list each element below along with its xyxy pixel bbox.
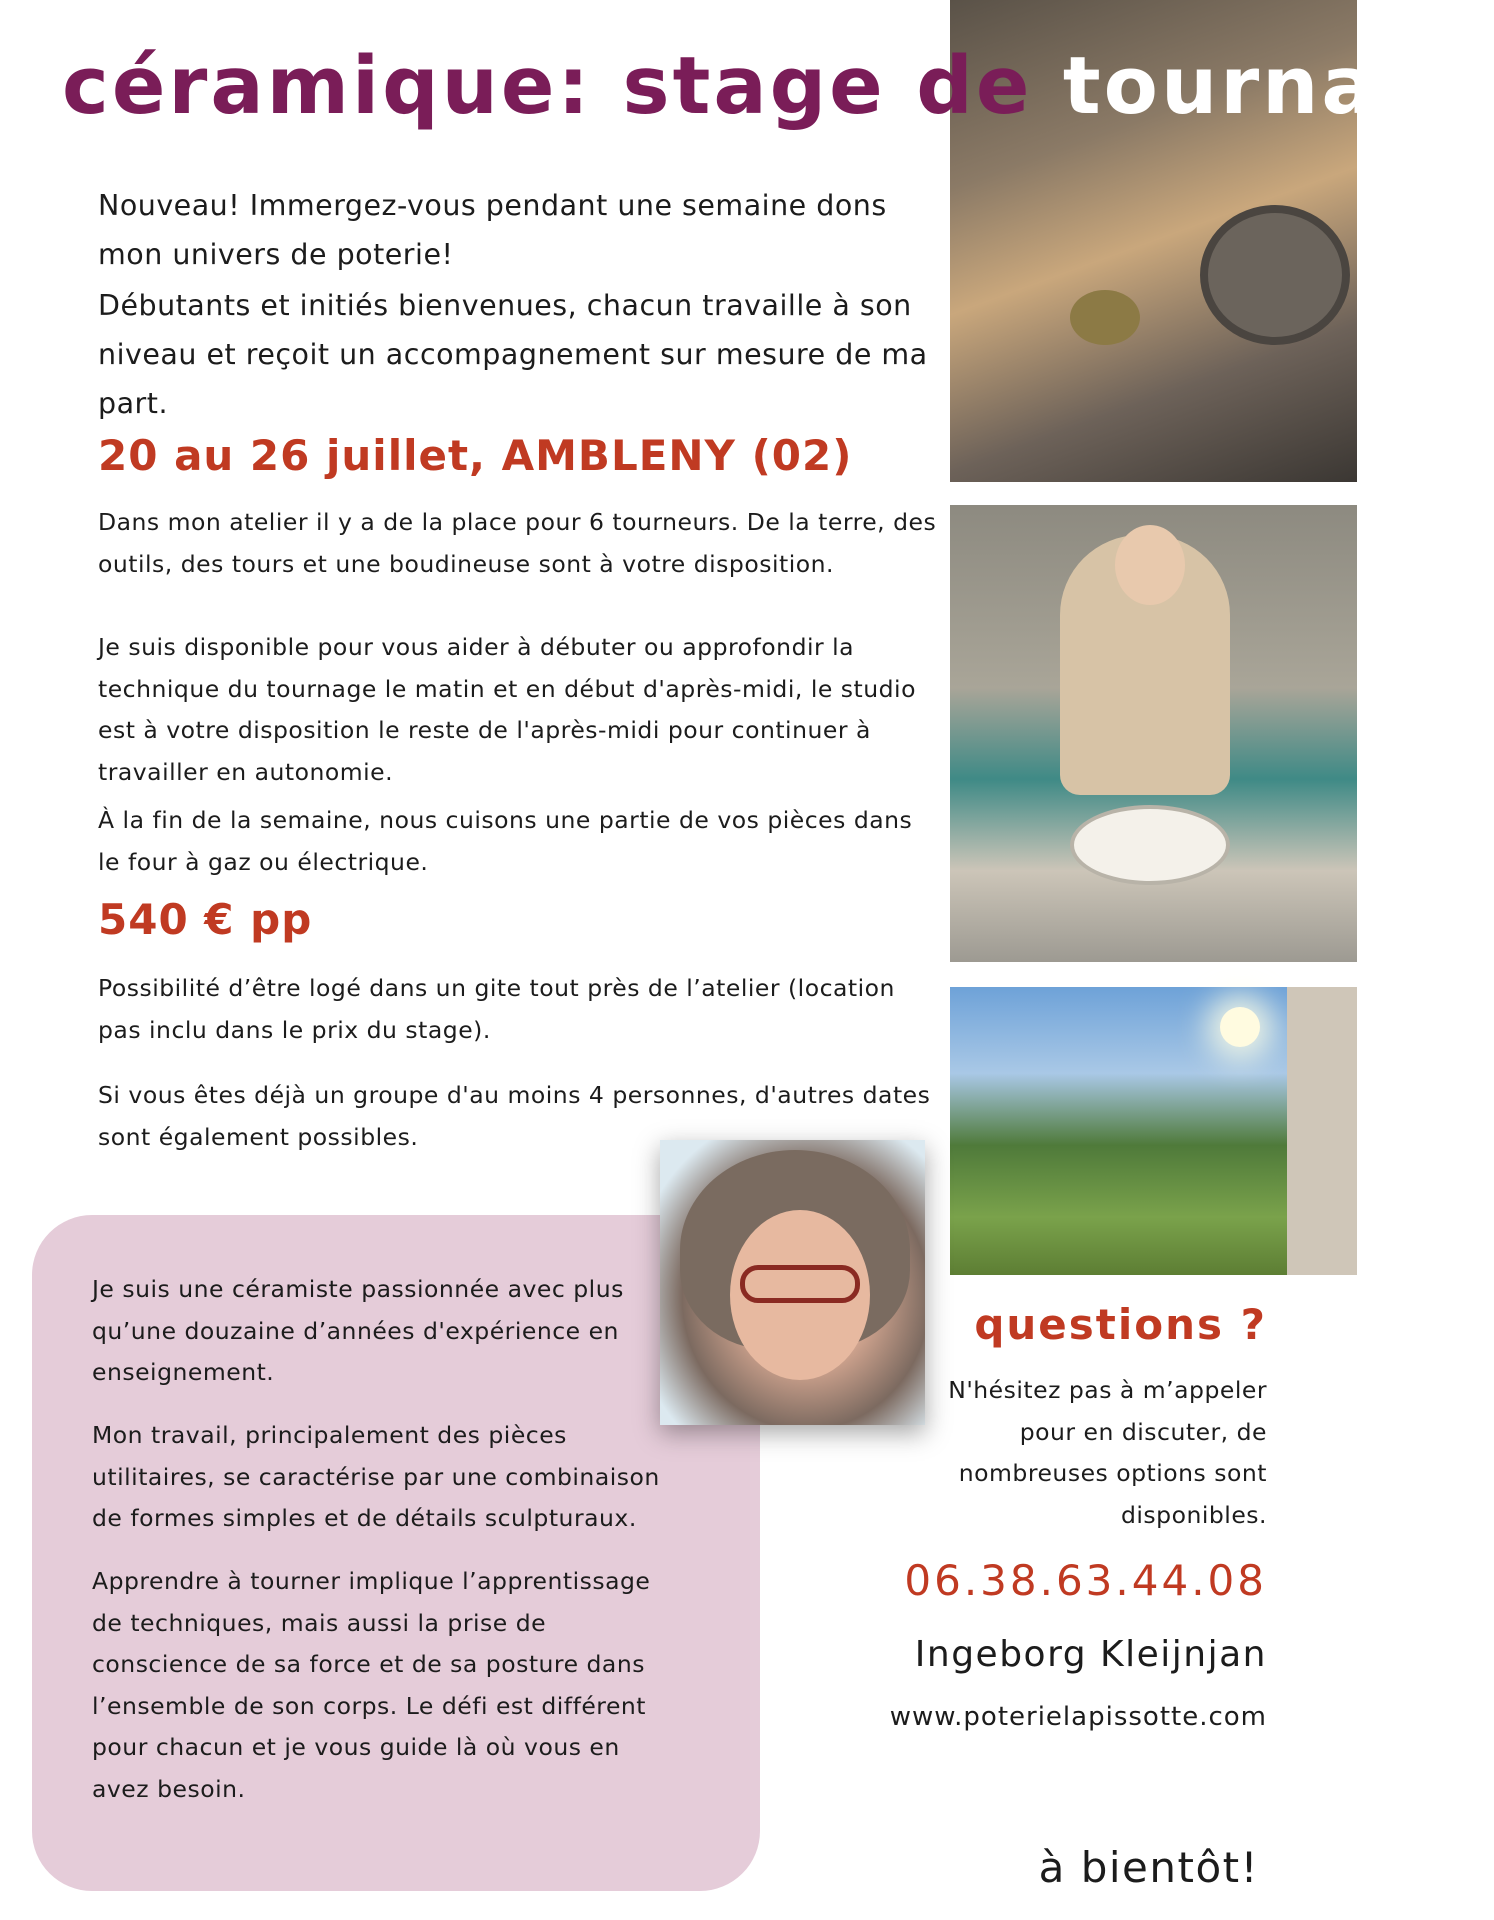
title-part-1: céramique: stage de (62, 40, 1033, 132)
group-paragraph: Si vous êtes déjà un groupe d'au moins 4 personnes, d'autres dates sont également possibles. (98, 1081, 931, 1151)
details-paragraph-1: Dans mon atelier il y a de la place pour 6 tourneurs. De la terre, des outils, des tours et une boudineuse sont à votre disposition. (98, 508, 937, 578)
dates-heading: 20 au 26 juillet, AMBLENY (02) (98, 431, 853, 480)
ceramist-name: Ingeborg Kleijnjan (914, 1634, 1267, 1675)
website-link[interactable]: www.poterielapissotte.com (889, 1702, 1267, 1732)
closing-text: à bientôt! (1038, 1843, 1259, 1892)
contact-note: N'hésitez pas à m’appeler pour en discuter, de nombreuses options sont disponibles. (948, 1376, 1267, 1529)
bio-paragraph-3: Apprendre à tourner implique l’apprentissage de techniques, mais aussi la prise de conscience de sa force et de sa posture dans l’ensemble de son corps. Le défi est différent pour chacun et je vous guide là où vous en avez besoin. (92, 1567, 651, 1803)
phone-number[interactable]: 06.38.63.44.08 (904, 1556, 1267, 1605)
intro-paragraph-1: Nouveau! Immergez-vous pendant une semaine dons mon univers de poterie! (98, 189, 887, 271)
sun (1220, 1007, 1260, 1047)
clay-bowl (1070, 290, 1140, 345)
intro-paragraph-2: Débutants et initiés bienvenues, chacun travaille à son niveau et reçoit un accompagnement sur mesure de ma part. (98, 289, 928, 420)
pottery-wheel (1200, 205, 1350, 345)
bio-paragraph-2: Mon travail, principalement des pièces utilitaires, se caractérise par une combinaison de formes simples et de détails sculpturaux. (92, 1421, 660, 1532)
page-title (62, 40, 1494, 132)
potter-wheel (1070, 805, 1230, 885)
portrait-glasses (740, 1265, 860, 1303)
ceramist-portrait-photo (660, 1140, 925, 1425)
details-paragraph-2: Je suis disponible pour vous aider à débuter ou approfondir la technique du tournage le matin et en début d'après-midi, le studio est à votre disposition le reste de l'après-midi pour continuer à travailler en autonomie. (98, 633, 916, 786)
title-part-2: tournage (1062, 40, 1494, 132)
details-paragraph-3: À la fin de la semaine, nous cuisons une partie de vos pièces dans le four à gaz ou électrique. (98, 806, 913, 876)
garden-landscape-photo (950, 987, 1357, 1275)
potter-at-wheel-photo (950, 505, 1357, 962)
questions-heading: questions ? (974, 1300, 1267, 1349)
bio-paragraph-1: Je suis une céramiste passionnée avec plus qu’une douzaine d’années d'expérience en enseignement. (92, 1275, 624, 1386)
price-heading: 540 € pp (98, 895, 313, 944)
stone-wall (1287, 987, 1357, 1275)
lodging-paragraph: Possibilité d’être logé dans un gite tout près de l’atelier (location pas inclu dans le prix du stage). (98, 974, 895, 1044)
potter-head (1115, 525, 1185, 605)
